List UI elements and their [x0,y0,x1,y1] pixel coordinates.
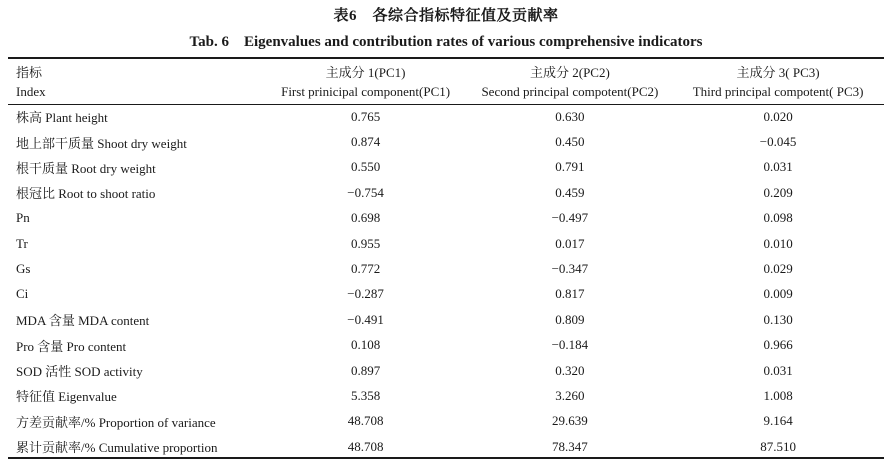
header-pc1 [264,59,468,104]
header-index [8,59,264,104]
table-row [8,206,884,231]
table-row [8,155,884,180]
pc3-value: 87.510 [760,438,796,454]
eigenvalue-table [8,59,884,459]
pc3-value: 0.966 [763,337,793,353]
header-pc2-en: Second principal compotent(PC2) [481,83,659,99]
header-pc3 [672,59,884,104]
pc1-value: 0.698 [350,210,381,226]
pc2-value: 0.791 [555,159,585,175]
row-label: 根冠比 Root to shoot ratio [16,186,156,202]
header-pc3-cn: 主成分 3( PC3) [736,64,820,80]
pc2-value: 0.459 [555,184,585,200]
header-index-cn: 指标 [16,64,43,80]
table-row [8,180,884,205]
row-label: Gs [16,261,31,277]
pc2-value: 0.017 [555,235,585,251]
table-row [8,358,884,383]
header-pc2 [468,59,673,104]
table-row [8,409,884,434]
table-row [8,333,884,358]
pc3-value: 0.010 [763,235,793,251]
pc3-value: 0.098 [763,210,793,226]
header-index-en: Index [16,83,46,99]
pc2-value: 0.817 [555,286,585,302]
pc2-value: 3.260 [555,387,585,403]
pc2-value: 0.809 [555,311,585,327]
pc1-value: 0.108 [350,337,381,353]
pc1-value: 0.955 [350,235,381,251]
pc2-value: −0.497 [551,210,589,226]
row-label: Pn [16,210,30,226]
pc3-value: 0.029 [763,261,793,277]
row-label: 累计贡献率/% Cumulative proportion [16,440,218,456]
row-label: 特征值 Eigenvalue [16,389,117,405]
pc2-value: 0.320 [555,362,585,378]
table-row [8,231,884,256]
pc3-value: 0.009 [763,286,793,302]
header-pc1-en: First prinicipal component(PC1) [281,83,451,99]
pc1-value: 0.772 [350,261,381,277]
header-pc2-cn: 主成分 2(PC2) [529,64,610,80]
pc2-value: −0.347 [551,261,589,277]
pc2-value: 78.347 [552,438,588,454]
pc2-value: −0.184 [551,337,589,353]
row-label: SOD 活性 SOD activity [16,364,143,380]
table-row [8,307,884,332]
row-label: 株高 Plant height [16,110,108,126]
pc1-value: −0.287 [347,286,384,302]
row-label: Tr [16,235,28,251]
pc3-value: 1.008 [763,387,793,403]
table-row [8,104,884,129]
table-row [8,434,884,459]
pc1-value: −0.754 [347,184,384,200]
row-label: 地上部干质量 Shoot dry weight [16,135,187,151]
table-title-english: Tab. 6 Eigenvalues and contribution rates of various comprehensive indicators [189,34,703,50]
pc3-value: 0.031 [763,362,793,378]
table-row [8,129,884,154]
header-row [8,59,884,104]
pc1-value: 0.765 [350,108,381,124]
row-label: 根干质量 Root dry weight [16,160,156,176]
table-title-chinese: 表6 各综合指标特征值及贡献率 [333,8,559,24]
pc1-value: 0.550 [350,159,381,175]
pc3-value: 0.031 [763,159,793,175]
row-label: Pro 含量 Pro content [16,338,127,354]
pc1-value: 0.897 [350,362,381,378]
pc3-value: 9.164 [763,413,793,429]
pc3-value: 0.020 [763,108,793,124]
table-row [8,383,884,408]
pc2-value: 0.450 [555,134,585,150]
row-label: Ci [16,286,29,302]
pc2-value: 0.630 [555,108,585,124]
pc2-value: 29.639 [552,413,588,429]
row-label: 方差贡献率/% Proportion of variance [16,414,216,430]
table-row [8,282,884,307]
pc1-value: 48.708 [347,438,384,454]
pc1-value: 5.358 [350,387,381,403]
header-pc3-en: Third principal compotent( PC3) [692,83,864,99]
pc3-value: 0.130 [763,311,793,327]
pc3-value: 0.209 [763,184,793,200]
pc1-value: 48.708 [347,413,384,429]
pc3-value: −0.045 [759,134,797,150]
row-label: MDA 含量 MDA content [16,313,150,329]
pc1-value: 0.874 [350,134,381,150]
pc1-value: −0.491 [347,311,384,327]
header-pc1-cn: 主成分 1(PC1) [325,64,406,80]
table-row [8,256,884,281]
